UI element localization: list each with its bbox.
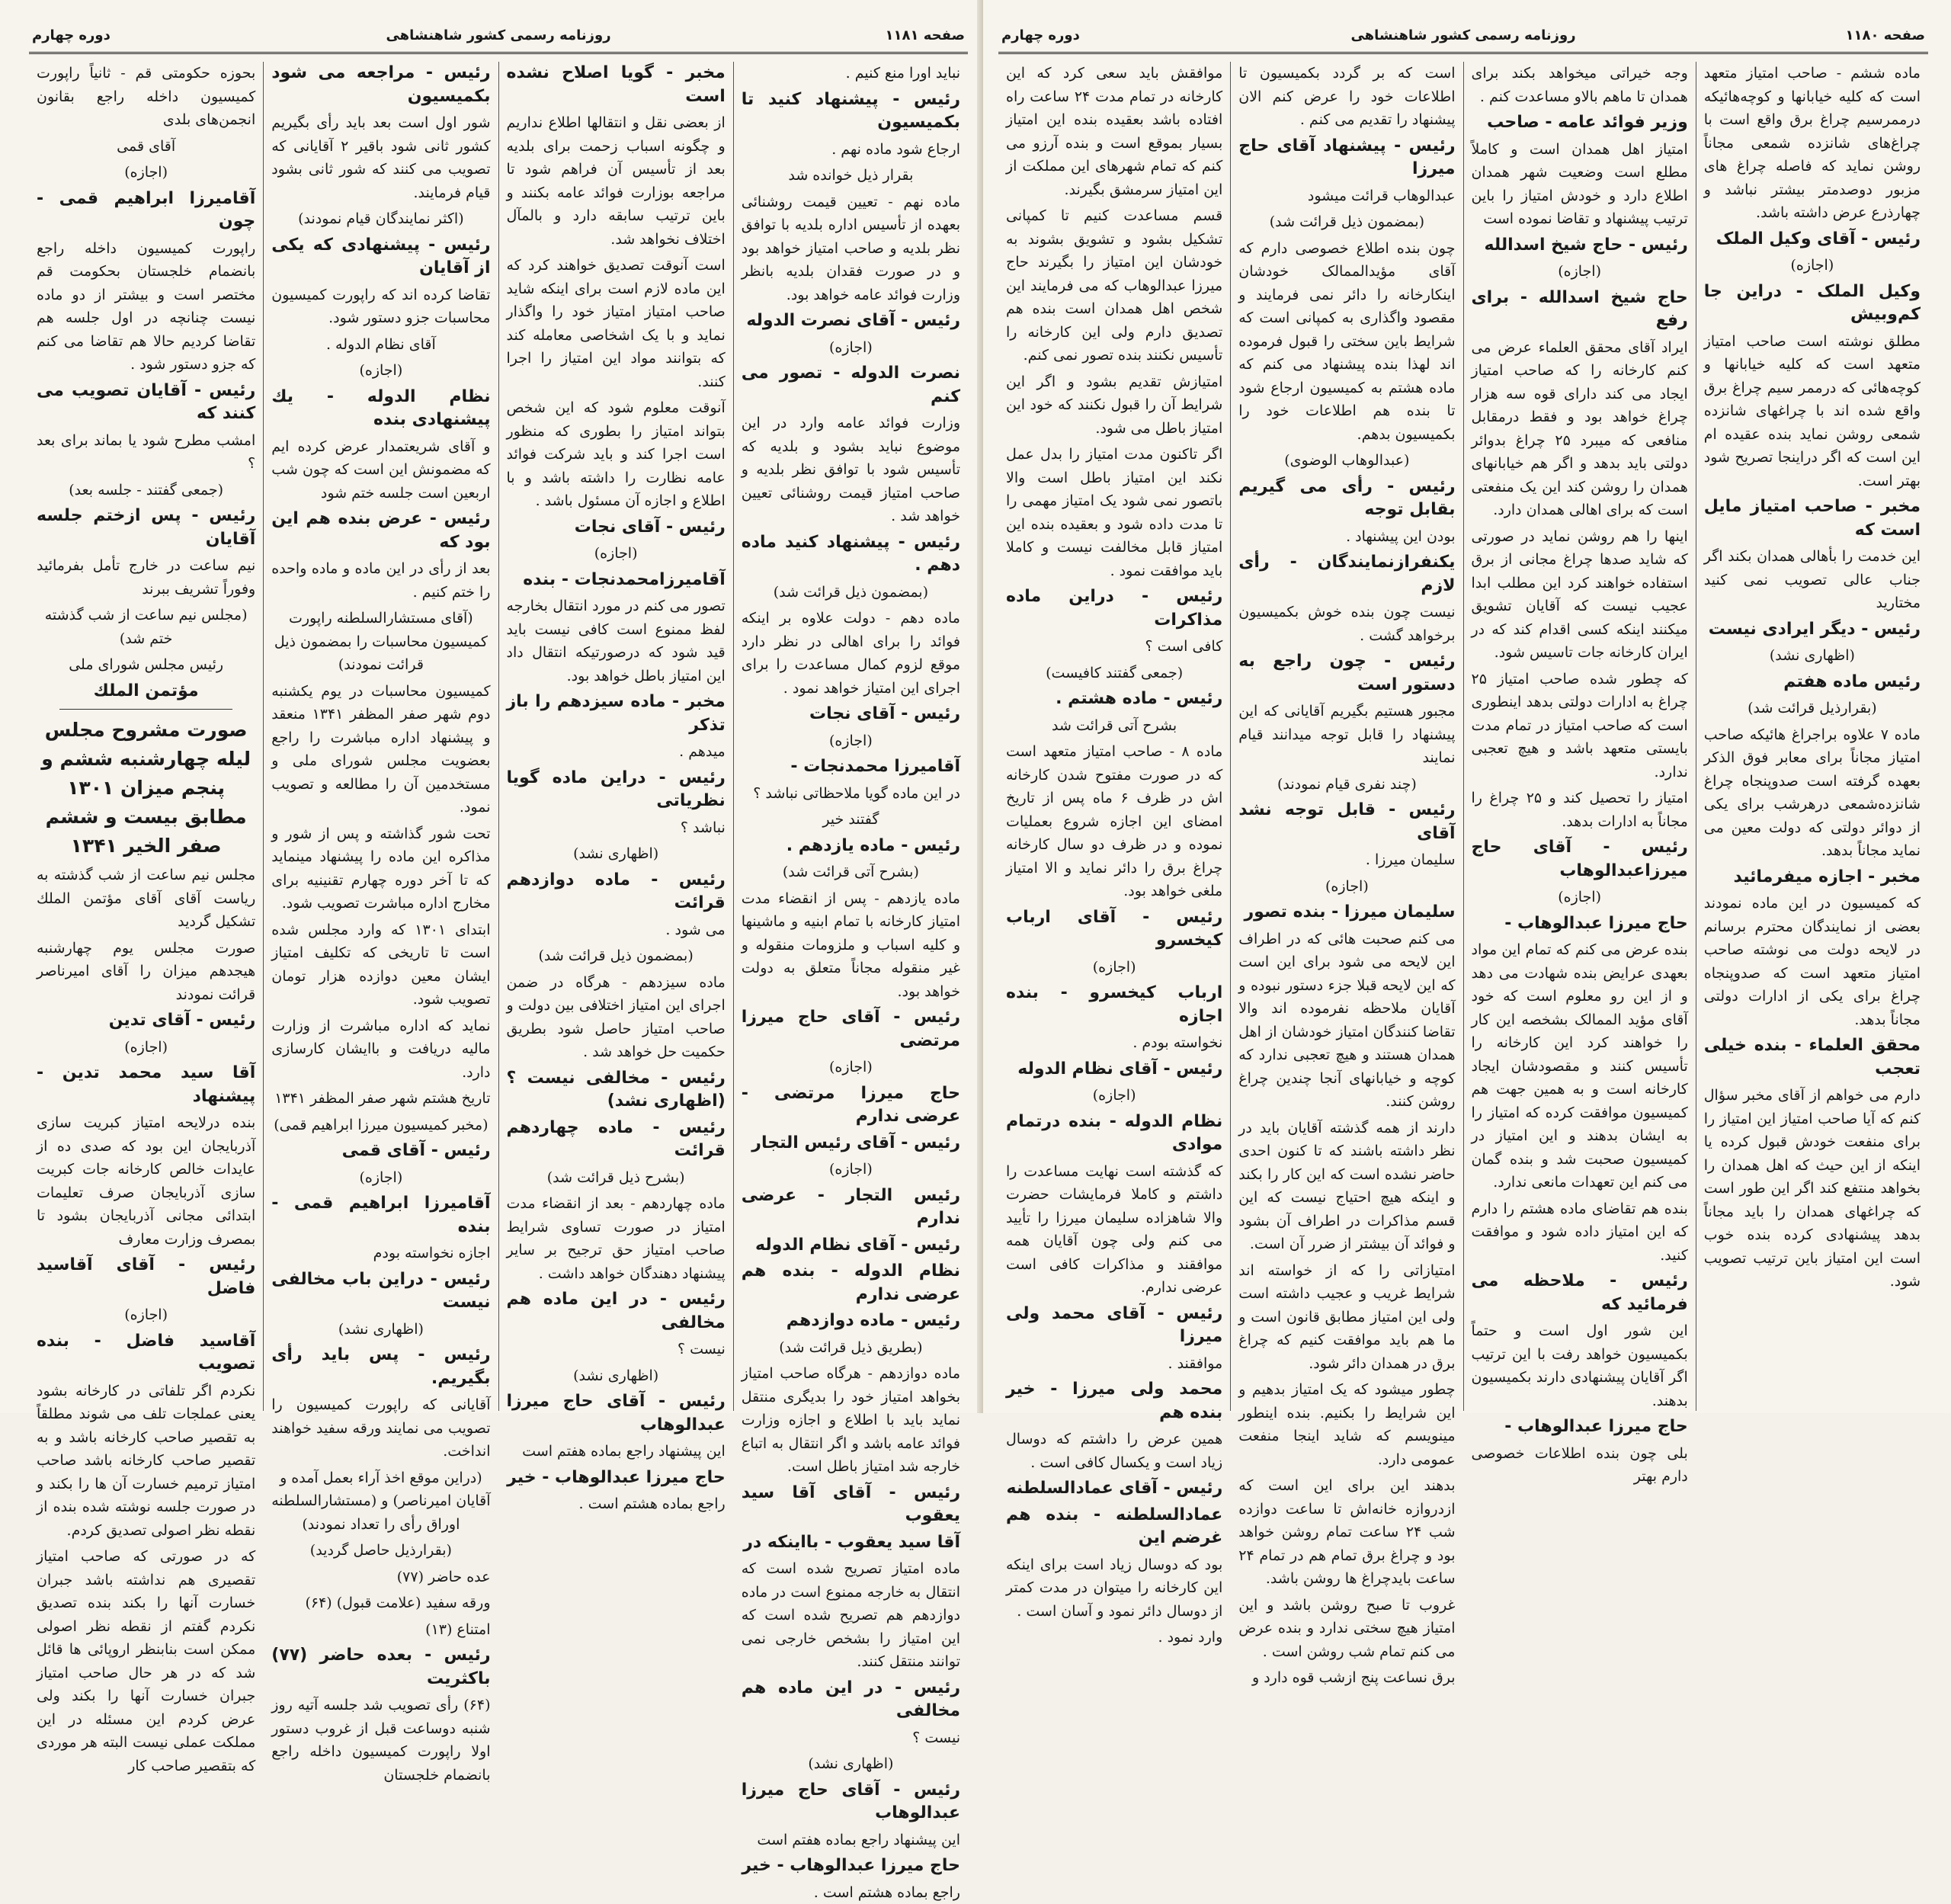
paragraph: وارد نمود .	[1006, 1626, 1222, 1649]
speaker-line: آقا سید محمد تدین - پیشنهاد	[37, 1062, 255, 1108]
right-page-columns	[998, 62, 1928, 1411]
speaker-line: رئیس - آقای آقاسید فاضل	[37, 1254, 255, 1300]
speaker-line: حاج میرزا عبدالوهاب - خیر	[742, 1854, 960, 1878]
paragraph: چطور میشود که یک امتیاز بدهیم و این شرایط را بکنیم. بنده اینطور مینویسم که شاید اینجا منفعت عمومی دارد.	[1238, 1378, 1455, 1471]
paragraph: مجلس نیم ساعت از شب گذشته به ریاست آقای آقای مؤتمن الملك تشکیل گردید	[37, 864, 255, 934]
paragraph: ماده ششم - صاحب امتیاز متعهد است که کلیه خیابانها و کوچه‌هائیکه درممرسیم چراغ برق واقع است با چراغ‌های شانزده شمعی مجاناً روشن نماید که فاصله چراغ های مزبور دوصدمتر بیشتر نباشد و چهارذرع عرض داشته باشد.	[1704, 62, 1921, 225]
speaker-line: نظام الدوله - بنده هم عرضی ندارم	[742, 1260, 960, 1306]
paragraph: است آنوقت تصدیق خواهند کرد که این ماده لازم است برای اینکه شاید صاحب امتیاز امتیاز خود را واگذار نماید و با یک اشخاصی معامله کند که بتوانند مواد این امتیاز را اجرا کنند.	[507, 254, 726, 393]
paragraph: که در صورتی که صاحب امتیاز تقصیری هم نداشته باشد جبران خسارت آنها را بکند بنده تصدیق نکردم گفتم از نقطه نظر اصولی ممکن است بنابنظر اروپائی ها قائل شد که در هر حال صاحب امتیاز جبران خسارت آنها را بکند ولی عرض کردم این مسئله در این مملکت عملی نیست البته هر موردی که بتقصیر صاحب کار	[37, 1545, 255, 1777]
speaker-line: رئیس - پیشنهادی که یکی از آقایان	[271, 234, 490, 280]
stage-note: (بمضمون ذیل قرائت شد)	[507, 944, 726, 968]
paragraph: می کنم صحبت هائی که در اطراف این لایحه می شود برای این است که این لایحه قبلا جزء دستور نبوده و آقایان ملاحظه نفرموده اند والا تقاضا کنندگان امتیاز خودشان از اهل همدان هستند و هیچ تعجبی ندارد که کوچه و خیابانهای آنجا چندین چراغ روشن کنند.	[1238, 928, 1455, 1114]
speaker-line: آقامیرزا محمدنجات -	[742, 755, 960, 779]
speaker-line: رئیس - آقایان تصویب می کنند که	[37, 380, 255, 426]
stage-note: (بقرارذیل حاصل گردید)	[271, 1539, 490, 1563]
speaker-line: رئیس ماده هفتم	[1704, 671, 1921, 694]
speaker-line: رئیس - پس باید رأی بگیریم.	[271, 1344, 490, 1390]
paragraph: برق نساعت پنج ازشب قوه دارد و	[1238, 1666, 1455, 1690]
stage-note: (اظهاری نشد)	[742, 1752, 960, 1776]
paragraph: ابتدای ۱۳۰۱ که وارد مجلس شده است تا تاریخی که تکلیف امتیاز ایشان معین دوازده هزار تومان تصویب شود.	[271, 918, 490, 1011]
column-4	[29, 62, 264, 1411]
paragraph: تصور می کنم در مورد انتقال بخارجه لفظ ممنوع است کافی نیست باید قید شود که درصورتیکه انتقال داد این امتیاز باطل خواهد بود.	[507, 595, 726, 688]
speaker-line: رئیس - عرض بنده هم این بود که	[271, 508, 490, 554]
speaker-line: رئیس - ماده یازدهم .	[742, 835, 960, 858]
paragraph: تاریخ هشتم شهر صفر المظفر ۱۳۴۱	[271, 1087, 490, 1111]
speaker-line: رئیس - آقای قمی	[271, 1140, 490, 1163]
stage-note: (بقرارذیل قرائت شد)	[1704, 697, 1921, 720]
paragraph: ماده ۷ علاوه براجراغ هائیکه صاحب امتیاز مجاناً برای معابر فوق الذکر بعهده گرفته است صدوپنجاه چراغ شانزده‌شمعی درهرشب برای یکی از دوائر دولتی که دولت معین می نماید مجاناً بدهد.	[1704, 723, 1921, 863]
paragraph: عبدالوهاب قرائت میشود	[1238, 184, 1455, 208]
paragraph: امتیازاتی را که از خواسته اند شرایط غریب و عجیب داشته است ولی این امتیاز مطابق قانون است و ما هم باید موافقت کنیم که چراغ برق در همدان دائر شود.	[1238, 1259, 1455, 1376]
speaker-line: رئیس - ماده دوازدهم	[742, 1309, 960, 1333]
speaker-line: رئیس - آقای نظام الدوله	[742, 1234, 960, 1258]
left-header-term: دوره چهارم	[32, 27, 111, 43]
paragraph: دارند از همه گذشته آقایان باید در نظر داشته باشند که تا کنون احدی حاضر نشده است که این کار را بکند و اینکه هیچ احتیاج نیست که این قسم مذاکرات در اطراف آن بشود و فوائد آن بیشتر از ضرر آن است.	[1238, 1117, 1455, 1256]
paragraph: نیست ؟	[507, 1338, 726, 1361]
paragraph: نکردم اگر تلفاتی در کارخانه بشود یعنی عملجات تلف می شوند مطلقاً به تقصیر صاحب کارخانه باشد و به تقصیر صاحب کارخانه باشد صاحب امتیاز ترمیم خسارت آن ها را بکند و در صورت جلسه نوشته شده بنده از نقطه نظر اصولی تصدیق کردم.	[37, 1380, 255, 1543]
speaker-line: رئیس التجار - عرضی ندارم	[742, 1184, 960, 1231]
stage-note: (بطریق ذیل قرائت شد)	[742, 1336, 960, 1360]
paragraph: بحوزه حکومتی قم - ثانیاً راپورت کمیسیون داخله راجع بقانون انجمن‌های بلدی	[37, 62, 255, 132]
stage-note: (عبدالوهاب الوضوی)	[1238, 449, 1455, 473]
paragraph: صورت مجلس یوم چهارشنبه هیجدهم میزان را آقای امیرناصر قرائت نمودند	[37, 937, 255, 1007]
stage-note: (مخبر کمیسیون میرزا ابراهیم قمی)	[271, 1114, 490, 1137]
paragraph: که کمیسیون در این ماده نمودند بعضی از نمایندگان محترم برسانم در لایحه دولت می نوشته صاحب امتیاز متعهد است که صدوپنجاه چراغ برای یکی از ادارات دولتی مجاناً بدهد.	[1704, 892, 1921, 1031]
speaker-line: رئیس - آقای حاج میرزا عبدالوهاب	[507, 1390, 726, 1437]
right-header-paper-title: روزنامه رسمی کشور شاهنشاهی	[998, 27, 1928, 43]
stage-note: (بمضمون ذیل قرائت شد)	[742, 581, 960, 604]
paragraph: تقاضا کرده اند که راپورت کمیسیون محاسبات جزو دستور شود.	[271, 284, 490, 330]
paragraph: آنوقت معلوم شود که این شخص بتواند امتیاز را بطوری که منظور است اجرا کند و باید شرکت فوائد عامه نظارت را داشته باشد و با اطلاع و اجازه آن مسئول باشد .	[507, 396, 726, 513]
stage-note: (اظهاری نشد)	[507, 842, 726, 866]
paragraph: ورقه سفید (علامت قبول) (۶۴)	[271, 1591, 490, 1615]
speaker-line: نصرت الدوله - تصور می کنم	[742, 362, 960, 409]
speaker-line: عمادالسلطنه - بنده هم غرضم این	[1006, 1504, 1222, 1550]
stage-note: (آقای مستشارالسلطنه راپورت کمیسیون محاسبات را بمضمون ذیل قرائت نمودند)	[271, 607, 490, 677]
speaker-line: آقامیرزا ابراهیم قمی - چون	[37, 188, 255, 234]
speaker-line: رئیس - در این ماده هم مخالفی	[742, 1677, 960, 1723]
paragraph: که گذشته است نهایت مساعدت را داشتم و کاملا فرمایشات حضرت والا شاهزاده سلیمان میرزا را تأیید می کنم ولی چون آقایان همه موافقند و مذاکرات کافی است عرضی ندارم.	[1006, 1160, 1222, 1300]
speaker-line: مخبر - صاحب امتیاز مایل است که	[1704, 495, 1921, 542]
paragraph: شور اول است بعد باید رأی بگیریم کشور ثانی شود باقیر ۲ آقایانی که تصویب می کنند که شور ثانی بشود قیام فرمایند.	[271, 111, 490, 204]
paragraph: ماده ۸ - صاحب امتیاز متعهد است که در صورت مفتوح شدن کارخانه اش در ظرف ۶ ماه پس از تاریخ امضای این اجازه شروع بعملیات نموده و در ظرف دو سال کارخانه چراغ برق را دائر نماید و الا امتیاز ملغی خواهد بود.	[1006, 740, 1222, 903]
paragraph: غروب تا صبح روشن باشد و این امتیاز هیچ سختی ندارد و بنده عرض می کنم تمام شب روشن است .	[1238, 1594, 1455, 1664]
speaker-line: رئیس - آقای حاج میرزا مرتضی	[742, 1006, 960, 1053]
paragraph: راجع بماده هشتم است .	[507, 1492, 726, 1516]
paragraph: وزارت فوائد عامه وارد در این موضوع نباید بشود و بلدیه که تأسیس شود با توافق نظر بلدیه و صاحب امتیاز قیمت روشنائی تعیین خواهد شد .	[742, 412, 960, 528]
paragraph: بودن این پیشنهاد .	[1238, 525, 1455, 549]
column-2	[499, 62, 734, 1411]
stage-note: (جمعی گفتند - جلسه بعد)	[37, 479, 255, 502]
paragraph: نباید اورا منع کنیم .	[742, 62, 960, 85]
paragraph: نباشد ؟	[507, 816, 726, 840]
speaker-line: آقامیرزا ابراهیم قمی - بنده	[271, 1192, 490, 1239]
stage-note: گفتند خیر	[742, 808, 960, 832]
speaker-line: رئیس - دراین ماده گویا نظریاتی	[507, 767, 726, 813]
stage-note: آقای نظام الدوله .	[271, 333, 490, 357]
paragraph: همین عرض را داشتم که دوسال زیاد است و یکسال کافی است .	[1006, 1428, 1222, 1474]
right-header-page-number: صفحه ۱۱۸۰	[1846, 27, 1925, 43]
paragraph: دارم می خواهم از آقای مخبر سؤال کنم که آیا صاحب امتیاز این امتیاز را برای منفعت خودش قبول کرده یا اینکه از این حیث که اهل همدان را بخواهد منتفع کند اگر این طور است که چراغهای همدان را باید مجاناً بدهد پیشنهادی کرده بنده خوب است این امتیاز باین ترتیب تصویب شود.	[1704, 1084, 1921, 1293]
stage-note: (اجازه)	[271, 1166, 490, 1190]
stage-note: (اکثر نمایندگان قیام نمودند)	[271, 207, 490, 231]
speaker-line: محقق العلماء - بنده خیلی تعجب	[1704, 1034, 1921, 1081]
speaker-line: رئیس - بعده حاضر (۷۷) باکثریت	[271, 1644, 490, 1691]
speaker-line: نظام الدوله - بنده درتمام موادی	[1006, 1111, 1222, 1157]
paragraph: وجه خیراتی میخواهد بکند برای همدان تا ماهم بالاو مساعدت کنم .	[1472, 62, 1688, 108]
stage-note: (بشرح ذیل قرائت شد)	[507, 1166, 726, 1190]
paragraph: این خدمت را بأهالی همدان بکند اگر جناب عالی تصویب نمی کنید مختارید	[1704, 545, 1921, 615]
speaker-line: مخبر - ماده سیزدهم را باز تذکر	[507, 691, 726, 737]
stage-note: (دراین موقع اخذ آراء بعمل آمده و آقایان امیرناصر) و (مستشارالسلطنه اوراق رأی را تعداد نمودند)	[271, 1466, 490, 1537]
paragraph: می شود .	[507, 918, 726, 942]
speaker-line: آقامیرزامحمدنجات - بنده	[507, 569, 726, 592]
paragraph: کافی است ؟	[1006, 635, 1222, 659]
speaker-line: رئیس - آقای نظام الدوله	[1006, 1058, 1222, 1082]
speaker-line: حاج میرزا مرتضی - عرضی ندارم	[742, 1082, 960, 1129]
stage-note: (اجازه)	[1472, 260, 1688, 284]
speaker-line: محمد ولی میرزا - خیر بنده هم	[1006, 1378, 1222, 1425]
section-divider	[59, 709, 232, 710]
speaker-line: حاج میرزا عبدالوهاب - خیر	[507, 1466, 726, 1490]
stage-note: (چند نفری قیام نمودند)	[1238, 773, 1455, 797]
paragraph: بود که دوسال زیاد است برای اینکه این کارخانه را میتوان در مدت کمتر از دوسال دائر نمود و آسان است .	[1006, 1553, 1222, 1624]
speaker-line: رئیس - ملاحظه می فرمائید که	[1472, 1270, 1688, 1316]
stage-note: (اجازه)	[507, 542, 726, 566]
stage-note: (بشرح آتی قرائت شد)	[742, 861, 960, 884]
paragraph: در این ماده گویا ملاحظاتی نباشد ؟	[742, 782, 960, 806]
paragraph: نیست ؟	[742, 1726, 960, 1750]
stage-note: (بمضمون ذیل قرائت شد)	[1238, 210, 1455, 234]
column-4	[998, 62, 1231, 1411]
speaker-line: رئیس - قابل توجه نشد آقای	[1238, 799, 1455, 845]
stage-note: بقرار ذیل خوانده شد	[742, 164, 960, 188]
speaker-line: رئیس - آقای تدین	[37, 1009, 255, 1033]
paragraph: عده حاضر (۷۷)	[271, 1566, 490, 1589]
speaker-line: رئیس - دیگر ایرادی نیست	[1704, 618, 1921, 642]
paragraph: ماده نهم - تعیین قیمت روشنائی بعهده از تأسیس اداره بلدیه با توافق نظر بلدیه و صاحب امتیاز خواهد بود و در صورت فقدان بلدیه بانظر وزارت فوائد عامه خواهد بود.	[742, 191, 960, 307]
speaker-line: رئیس - رأی می گیریم بقابل توجه	[1238, 476, 1455, 522]
speaker-line: رئیس - ماده چهاردهم قرائت	[507, 1117, 726, 1163]
paragraph: سلیمان میرزا .	[1238, 848, 1455, 872]
speaker-line: رئیس - مخالفی نیست ؟ (اظهاری نشد)	[507, 1067, 726, 1114]
column-3	[264, 62, 498, 1411]
speaker-line: یکنفرازنمایندگان - رأی لازم	[1238, 551, 1455, 598]
speaker-line: رئیس - پیشنهاد کنید ماده دهم .	[742, 531, 960, 578]
speaker-line: رئیس - ماده هشتم .	[1006, 688, 1222, 711]
stage-note: (اجازه)	[742, 1056, 960, 1079]
paragraph: نیم ساعت در خارج تأمل بفرمائید وفوراً تشریف ببرند	[37, 554, 255, 601]
speaker-line: رئیس - آقای وکیل الملک	[1704, 228, 1921, 252]
paragraph: این پیشنهاد راجع بماده هفتم است	[507, 1440, 726, 1463]
stage-note: (اظهاری نشد)	[271, 1318, 490, 1341]
paragraph: قسم مساعدت کنیم تا کمپانی تشکیل بشود و تشویق بشوند به خودشان این امتیاز را بگیرند حاج میرزا عبدالوهاب که می فرمایند این شخص اهل همدان است بنده هم تصدیق دارم ولی این کارخانه را تأسیس نکنند بنده تصور نمی کنم.	[1006, 204, 1222, 367]
signature-name: مؤتمن الملك	[37, 680, 255, 704]
speaker-line: رئیس - چون راجع به دستور است	[1238, 650, 1455, 697]
stage-note: (اظهاری نشد)	[1704, 644, 1921, 668]
paragraph: بدهند این برای این است که ازدروازه خانه‌اش تا ساعت دوازده شب ۲۴ ساعت تمام روشن خواهد بود و چراغ برق تمام هم در تمام ۲۴ ساعت بایدچراغ ها روشن باشد.	[1238, 1474, 1455, 1591]
stage-note: (اجازه)	[271, 359, 490, 383]
paragraph: ارجاع شود ماده نهم .	[742, 138, 960, 162]
speaker-line: رئیس - آقای آقا سید یعقوب	[742, 1482, 960, 1528]
speaker-line: آقاسید فاضل - بنده تصویب	[37, 1330, 255, 1377]
speaker-line: رئیس - مراجعه می شود بکمیسیون	[271, 62, 490, 108]
paragraph: کمیسیون محاسبات در یوم یکشنبه دوم شهر صفر المظفر ۱۳۴۱ منعقد و پیشنهاد اداره مباشرت را راجع بعضویت مجلس شورای ملی و مستخدمین آن را مطالعه و تصویب نمود.	[271, 680, 490, 819]
stage-note: (اجازه)	[1238, 875, 1455, 899]
stage-note: (اجازه)	[1006, 1084, 1222, 1107]
stage-note: بشرح آتی قرائت شد	[1006, 714, 1222, 738]
right-page-header	[998, 21, 1928, 54]
paragraph: اگر تاکنون مدت امتیاز را بدل عمل نکند این امتیاز باطل است والا باتصور نمی شود یک امتیاز مهمی را تا مدت داده شود و بعقیده بنده این امتیاز قابل مخالفت نیست و کاملا باید موافقت نمود .	[1006, 443, 1222, 582]
speaker-line: حاج شیخ اسدالله - برای رفع	[1472, 287, 1688, 333]
speaker-line: رئیس - دراین باب مخالفی نیست	[271, 1268, 490, 1315]
paragraph: نخواسته بودم .	[1006, 1031, 1222, 1055]
paragraph: راجع بماده هشتم است .	[742, 1881, 960, 1904]
speaker-line: رئیس - آقای رئیس التجار	[742, 1132, 960, 1156]
paragraph: چون بنده اطلاع خصوصی دارم که آقای مؤیدالممالک خودشان اینکارخانه را دائر نمی فرمایند و مقصود واگذاری به کمپانی است که شرایط باین سختی را قبول فرموده اند لهذا بنده پیشنهاد می کنم که ماده هشتم به کمیسیون ارجاع شود تا بنده هم اطلاعات خود را بکمیسیون بدهم.	[1238, 237, 1455, 447]
stage-note: (اظهاری نشد)	[507, 1364, 726, 1388]
stage-note: (اجازه)	[742, 1158, 960, 1181]
speaker-line: رئیس - آقای نصرت الدوله	[742, 309, 960, 333]
paragraph: مطلق نوشته است صاحب امتیاز متعهد است که کلیه خیابانها و کوچه‌هائی که درممر سیم چراغ برق واقع شده اند با چراغهای شانزده شمعی روشن نماید بنده عقیده ام این است که اگر دراینجا تصریح شود بهتر است.	[1704, 330, 1921, 493]
right-page	[983, 0, 1951, 1413]
paragraph: ماده امتیاز تصریح شده است که انتقال به خارجه ممنوع است در ماده دوازدهم هم تصریح شده است که این امتیاز را بشخص خارجی نمی توانند منتقل کنند.	[742, 1557, 960, 1674]
column-2	[1464, 62, 1696, 1411]
stage-note: (اجازه)	[37, 1036, 255, 1059]
speaker-line: نظام الدوله - یك پیشنهادی بنده	[271, 386, 490, 432]
paragraph: بنده درلایحه امتیاز کبریت سازی آذربایجان این بود که صدی ده از عایدات خالص کارخانه جات کبریت سازی آذربایجان صرف تعلیمات ابتدائی مجانی آذربایجان بشود تا بمصرف وزارت معارف	[37, 1111, 255, 1251]
speaker-line: وزیر فوائد عامه - صاحب	[1472, 111, 1688, 135]
stage-note: (اجازه)	[1704, 254, 1921, 277]
paragraph: (۶۴) رأی تصویب شد جلسه آتیه روز شنبه دوساعت قبل از غروب دستور اولا راپورت کمیسیون داخله راجع بانضمام خلجستان	[271, 1694, 490, 1787]
paragraph: و آقای شریعتمدار عرض کرده ایم که مضمونش این است که چون شب اربعین است جلسه ختم شود	[271, 435, 490, 505]
paragraph: امتناع (۱۳)	[271, 1618, 490, 1642]
session-heading: صورت مشروح مجلس لیله چهارشنبه ششم و پنجم میزان ۱۳۰۱ مطابق بیست و ششم صفر الخیر ۱۳۴۱	[37, 716, 255, 861]
column-1	[1696, 62, 1928, 1411]
speaker-line: مخبر - گویا اصلاح نشده است	[507, 62, 726, 108]
paragraph: است که بر گردد بکمیسیون تا اطلاعات خود را عرض کنم الان پیشنهاد را تقدیم می کنم .	[1238, 62, 1455, 132]
paragraph: بنده عرض می کنم که تمام این مواد بعهدی عرایض بنده شهادت می دهد و از این رو معلوم است که خود آقای مؤید الممالک بشخصه این کار را خواهند کرد این کارخانه را تأسیس کنند و مقصودشان ایجاد کارخانه است و به همین جهت هم کمیسیون موافقت کرده که امتیاز را به ایشان بدهند و این امتیاز در کمیسیون صحبت شد و بنده گمان می کنم این تعهدات مانعی ندارد.	[1472, 938, 1688, 1194]
column-3	[1231, 62, 1463, 1411]
stage-note: رئیس مجلس شورای ملی	[37, 653, 255, 677]
paragraph: نیست چون بنده خوش بکمیسیون برخواهد گشت .	[1238, 601, 1455, 647]
speaker-line: رئیس - در این ماده هم مخالفی	[507, 1288, 726, 1335]
speaker-line: رئیس - پس ازختم جلسه آقایان	[37, 505, 255, 551]
paragraph: اینها را هم روشن نماید در صورتی که شاید صدها چراغ مجانی از برق استفاده خواهند کرد این مطلب ابدا عجیب نیست که آقایان تشویق میکنند اینکه کسی اقدام کند که در ایران کارخانه جات تاسیس شود.	[1472, 525, 1688, 665]
paragraph: مجبور هستیم بگیریم آقایانی که این پیشنهاد را قابل توجه میدانند قیام نمایند	[1238, 700, 1455, 770]
left-header-paper-title: روزنامه رسمی کشور شاهنشاهی	[29, 27, 968, 43]
paragraph: این شور اول است و حتماً بکمیسیون خواهد رفت با این ترتیب اگر آقایان پیشنهادی دارند بکمیسیون بدهند.	[1472, 1319, 1688, 1412]
stage-note: (اجازه)	[742, 336, 960, 360]
stage-note: (اجازه)	[1006, 956, 1222, 979]
paragraph: امتیازش تقدیم بشود و اگر این شرایط آن را قبول نکنند که خود این امتیاز باطل می شود.	[1006, 370, 1222, 441]
stage-note: (اجازه)	[37, 1303, 255, 1327]
paragraph: ماده یازدهم - پس از انقضاء مدت امتیاز کارخانه با تمام ابنیه و ماشینها و کلیه اسباب و ملزومات منقوله و غیر منقوله مجاناً متعلق به دولت خواهد بود.	[742, 887, 960, 1004]
speaker-line: رئیس - پیشنهاد آقای حاج میرزا	[1238, 135, 1455, 181]
paragraph: آقایانی که راپورت کمیسیون را تصویب می نمایند ورقه سفید خواهند انداخت.	[271, 1393, 490, 1463]
paragraph: بنده هم تقاضای ماده هشتم را دارم که این امتیاز داده شود و موافقت کنید.	[1472, 1197, 1688, 1268]
paragraph: امتیاز را تحصیل کند و ۲۵ چراغ را مجاناً به ادارات بدهد.	[1472, 787, 1688, 833]
left-page-header	[29, 21, 968, 54]
paragraph: بعد از رأی در این ماده و ماده واحده را ختم کنیم .	[271, 557, 490, 604]
paragraph: موافقش باید سعی کرد که این کارخانه در تمام مدت ۲۴ ساعت راه افتاده باشد بعقیده بنده این امتیاز بسیار بموقع است و بنده آرزو می کنم که تمام شهرهای این مملکت از این امتیاز سرمشق بگیرند.	[1006, 62, 1222, 201]
speaker-line: سلیمان میرزا - بنده تصور	[1238, 901, 1455, 925]
speaker-line: رئیس - آقای حاج میرزاعبدالوهاب	[1472, 836, 1688, 883]
stage-note: (اجازه)	[742, 729, 960, 753]
paragraph: از بعضی نقل و انتقالها اطلاع نداریم و چگونه اسباب زحمت برای بلدیه بعد از تأسیس آن فراهم شود تا مراجعه بوزارت فوائد عامه بکنند و باین ترتیب سابقه دارد و بالمآل اختلاف نخواهد شد.	[507, 111, 726, 251]
paragraph: موافقند .	[1006, 1352, 1222, 1376]
stage-note: آقای قمی	[37, 135, 255, 159]
left-page-columns	[29, 62, 968, 1411]
speaker-line: رئیس - دراین ماده مذاکرات	[1006, 585, 1222, 632]
paragraph: تحت شور گذاشته و پس از شور و مذاکره این ماده را پیشنهاد مینماید که تا آخر دوره چهارم تقنینیه برای مخارج اداره مباشرت تصویب شود.	[271, 822, 490, 915]
speaker-line: رئیس - آقای ارباب کیخسرو	[1006, 906, 1222, 953]
speaker-line: رئیس - آقای حاج میرزا عبدالوهاب	[742, 1779, 960, 1825]
left-header-page-number: صفحه ۱۱۸۱	[886, 27, 965, 43]
speaker-line: رئیس - آقای نجات	[742, 703, 960, 726]
paragraph: ماده دهم - دولت علاوه بر اینکه فوائد را برای اهالی در نظر دارد موقع لزوم کمال مساعدت را برای اجرای این امتیاز خواهد نمود .	[742, 607, 960, 700]
speaker-line: ارباب کیخسرو - بنده اجازه	[1006, 982, 1222, 1028]
speaker-line: مخبر - اجازه میفرمائید	[1704, 866, 1921, 889]
speaker-line: رئیس - آقای نجات	[507, 516, 726, 540]
paragraph: ماده سیزدهم - هرگاه در ضمن اجرای این امتیاز اختلافی بین دولت و صاحب امتیاز حاصل شود بطریق حکمیت حل خواهد شد .	[507, 971, 726, 1064]
paragraph: میدهم .	[507, 740, 726, 764]
speaker-line: رئیس - حاج شیخ اسدالله	[1472, 234, 1688, 258]
stage-note: (مجلس نیم ساعت از شب گذشته ختم شد)	[37, 604, 255, 650]
speaker-line: حاج میرزا عبدالوهاب -	[1472, 1415, 1688, 1439]
paragraph: راپورت کمیسیون داخله راجع بانضمام خلجستان بحکومت قم مختصر است و بیشتر از دو ماده نیست چنانچه در اول جلسه هم تقاضا کردیم حالا هم تقاضا می کنم که جزو دستور شود .	[37, 237, 255, 377]
paragraph: ایراد آقای محقق العلماء عرض می کنم کارخانه را که صاحب امتیاز ایجاد می کند دارای قوه سه هزار چراغ خواهد بود و فقط درمقابل منافعی که میبرد ۲۵ چراغ بدوائر دولتی باید بدهد و اگر هم خیابانهای همدان را روشن کند این یک منفعتی است که برای اهالی همدان دارد.	[1472, 336, 1688, 522]
speaker-line: رئیس - آقای عمادالسلطنه	[1006, 1477, 1222, 1501]
speaker-line: رئیس - آقای محمد ولی میرزا	[1006, 1303, 1222, 1349]
speaker-line: وکیل الملک - دراین جا کم‌وبیش	[1704, 280, 1921, 327]
speaker-line: آقا سید یعقوب - بااینکه در	[742, 1531, 960, 1555]
speaker-line: رئیس - پیشنهاد کنید تا بکمیسیون	[742, 88, 960, 135]
paragraph: این پیشنهاد راجع بماده هفتم است	[742, 1829, 960, 1852]
right-header-term: دوره چهارم	[1001, 27, 1080, 43]
paragraph: ماده دوازدهم - هرگاه صاحب امتیاز بخواهد امتیاز خود را بدیگری منتقل نماید باید با اطلاع و اجازه وزارت فوائد عامه باشد و اگر انتقال به اتباع خارجه شد امتیاز باطل است.	[742, 1362, 960, 1479]
paragraph: ماده چهاردهم - بعد از انقضاء مدت امتیاز در صورت تساوی شرایط صاحب امتیاز حق ترجیح بر سایر پیشنهاد دهندگان خواهد داشت .	[507, 1192, 726, 1285]
paragraph: اجازه نخواسته بودم	[271, 1242, 490, 1265]
paragraph: امتیاز اهل همدان است و کاملاً مطلع است وضعیت شهر همدان اطلاع دارد و خودش امتیاز را باین ترتیب پیشنهاد و تقاضا نموده است	[1472, 138, 1688, 231]
stage-note: (جمعی گفتند کافیست)	[1006, 662, 1222, 685]
speaker-line: رئیس - ماده دوازدهم قرائت	[507, 869, 726, 915]
paragraph: نماید که اداره مباشرت از وزارت مالیه دریافت و باایشان کارسازی دارد.	[271, 1015, 490, 1085]
paragraph: که چطور شده صاحب امتیاز ۲۵ چراغ به ادارات دولتی بدهد اینطوری است که صاحب امتیاز در تمام مدت بایستی متعهد باشد و هیچ تعجبی ندارد.	[1472, 668, 1688, 784]
column-1	[734, 62, 968, 1411]
left-page	[0, 0, 983, 1413]
stage-note: (اجازه)	[37, 161, 255, 184]
stage-note: (اجازه)	[1472, 886, 1688, 909]
paragraph: امشب مطرح شود یا بماند برای بعد ؟	[37, 429, 255, 476]
speaker-line: حاج میرزا عبدالوهاب -	[1472, 912, 1688, 936]
paragraph: بلی چون بنده اطلاعات خصوصی دارم بهتر	[1472, 1442, 1688, 1489]
